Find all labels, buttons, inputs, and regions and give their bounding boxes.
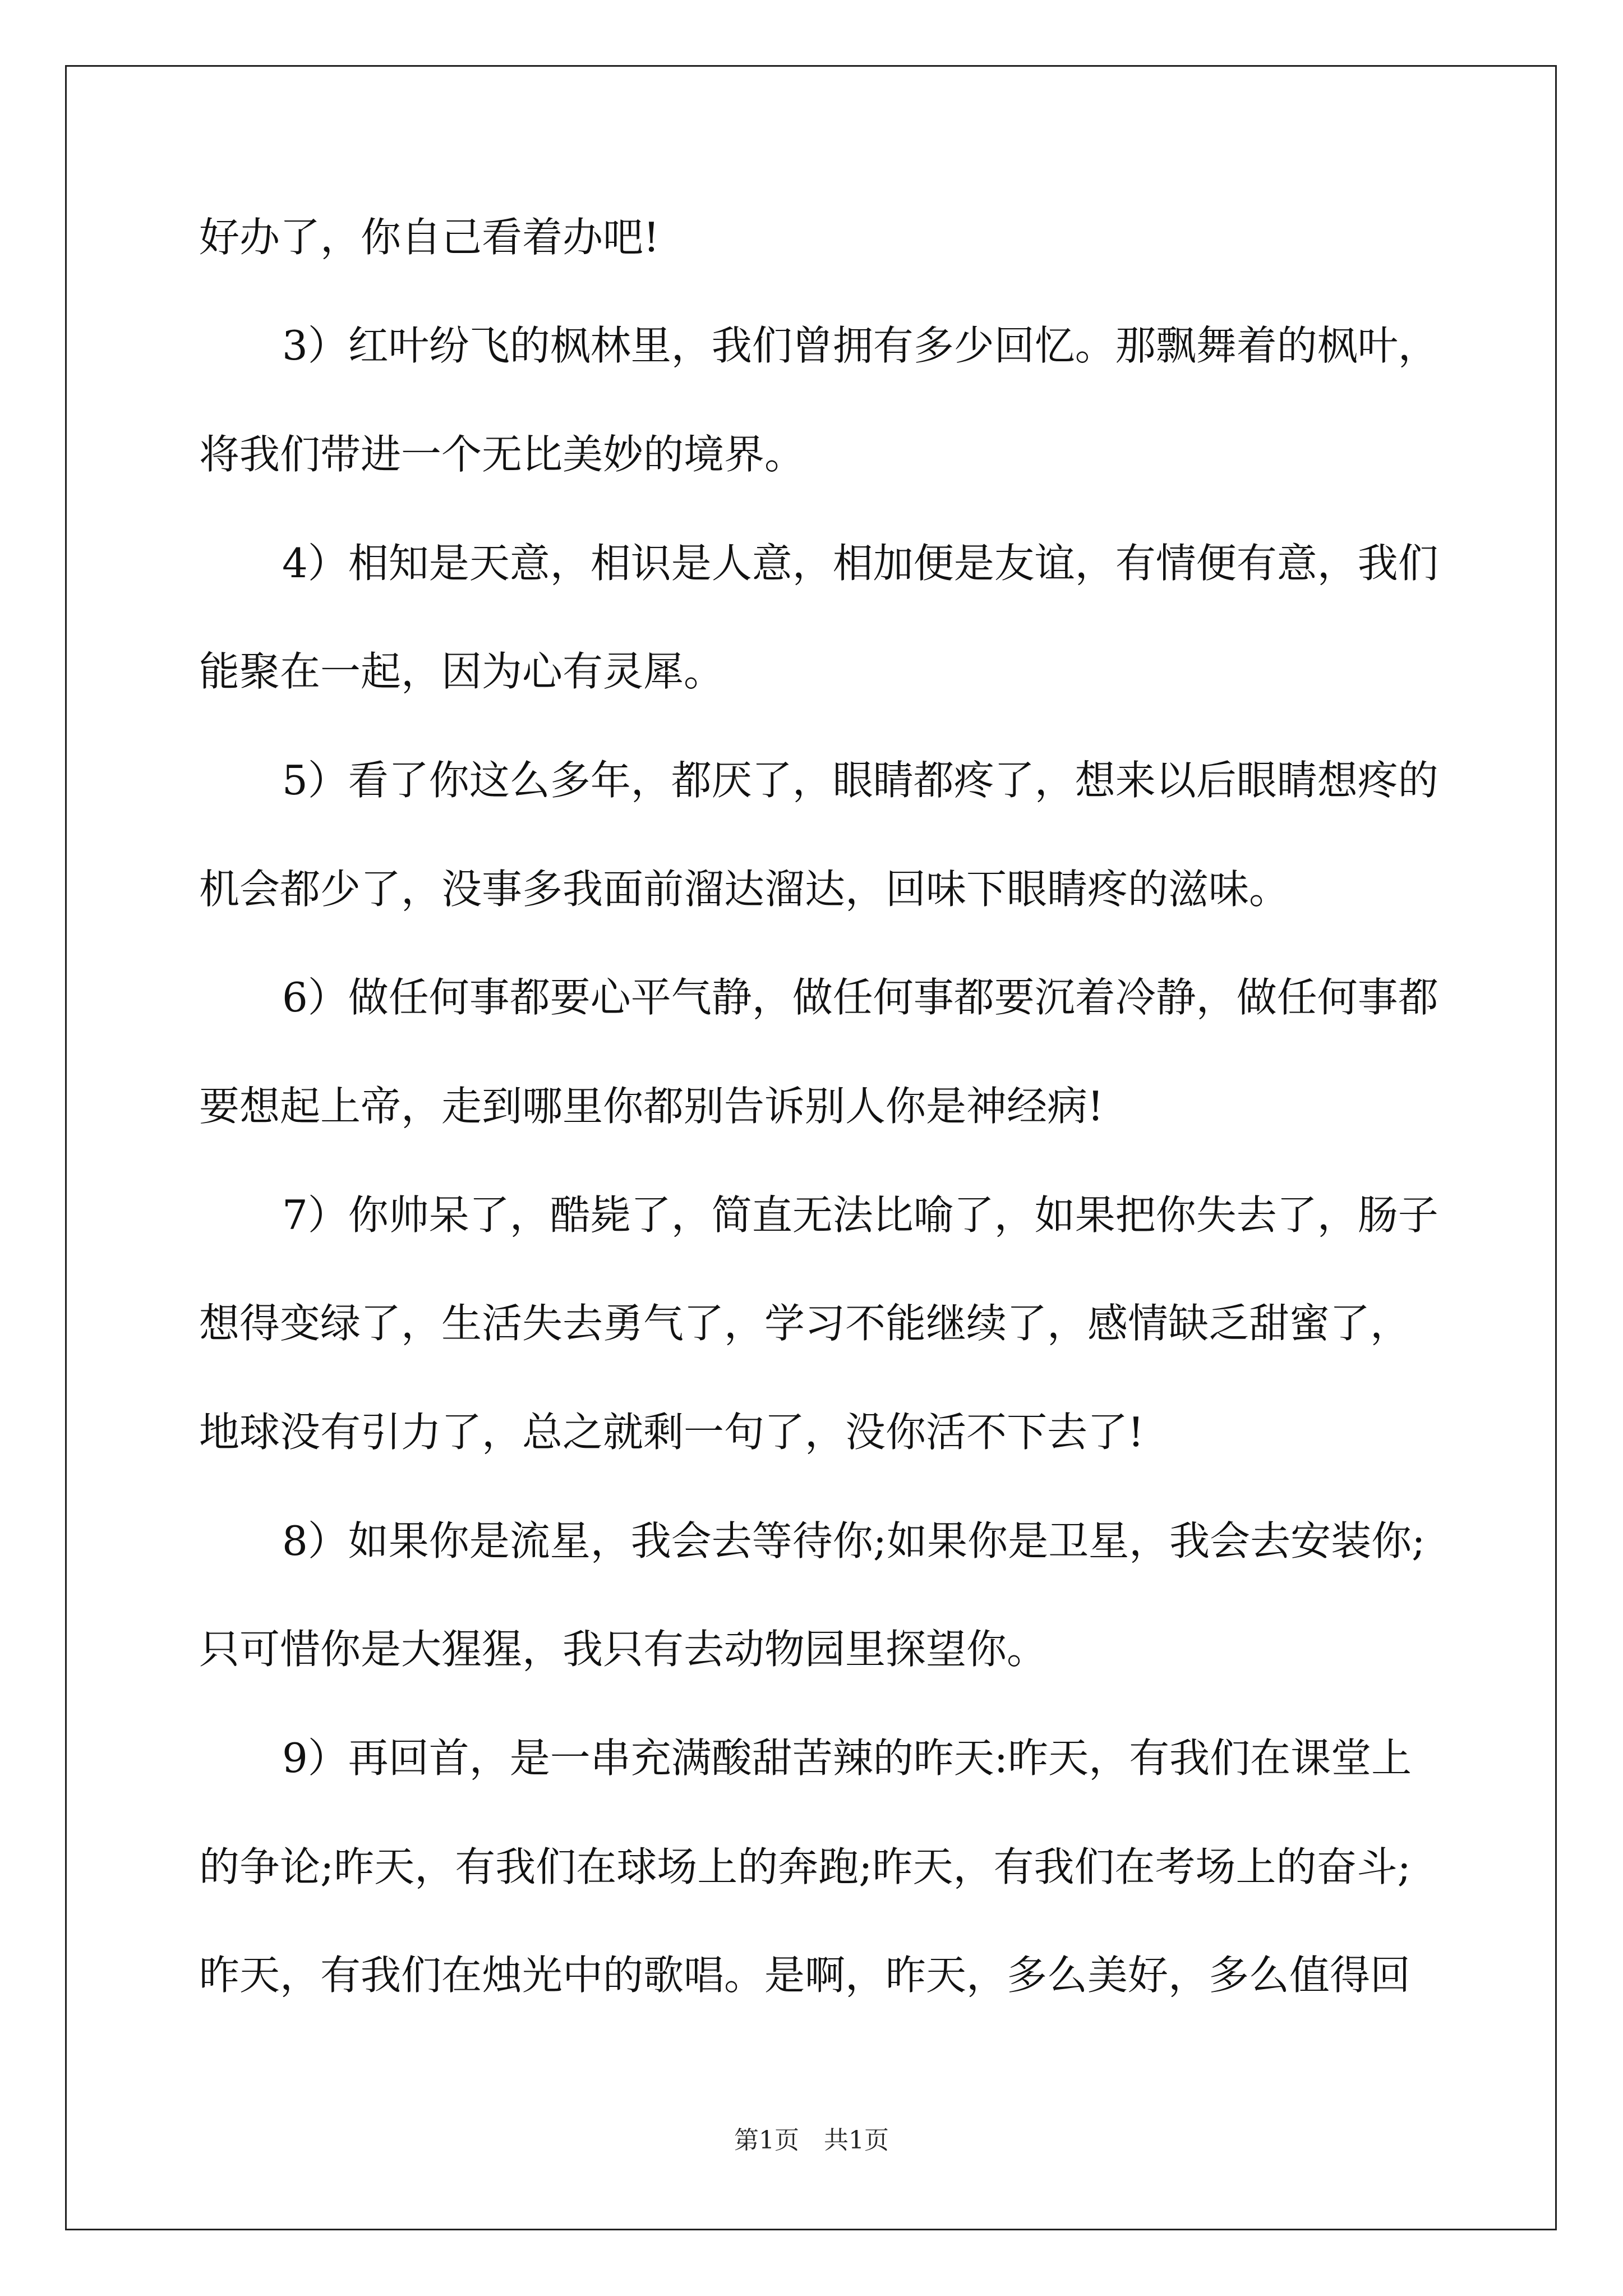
page-number-footer: 第1页 共1页: [734, 2126, 889, 2155]
text-line: 将我们带进一个无比美妙的境界。: [199, 431, 805, 478]
text-line: 9）再回首，是一串充满酸甜苦辣的昨天:昨天，有我们在课堂上: [282, 1734, 1412, 1782]
text-line: 6）做任何事都要心平气静，做任何事都要沉着冷静，做任何事都: [282, 974, 1438, 1021]
text-line: 只可惜你是大猩猩，我只有去动物园里探望你。: [199, 1626, 1048, 1673]
page-border: [65, 65, 1557, 2230]
text-line: 机会都少了，没事多我面前溜达溜达，回味下眼睛疼的滋味。: [199, 866, 1290, 913]
text-line: 3）红叶纷飞的枫林里，我们曾拥有多少回忆。那飘舞着的枫叶，: [282, 322, 1438, 369]
text-line: 昨天，有我们在烛光中的歌唱。是啊，昨天，多么美好，多么值得回: [199, 1952, 1411, 1999]
text-line: 能聚在一起，因为心有灵犀。: [199, 648, 725, 695]
text-line: 要想起上帝，走到哪里你都别告诉别人你是神经病!: [199, 1083, 1104, 1130]
text-line: 8）如果你是流星，我会去等待你;如果你是卫星，我会去安装你;: [282, 1517, 1426, 1565]
text-line: 7）你帅呆了，酷毙了，简直无法比喻了，如果把你失去了，肠子: [282, 1191, 1438, 1239]
text-line: 好办了，你自己看着办吧!: [199, 214, 660, 261]
text-line: 地球没有引力了，总之就剩一句了，没你活不下去了!: [199, 1409, 1144, 1456]
text-line: 的争论;昨天，有我们在球场上的奔跑;昨天，有我们在考场上的奋斗;: [199, 1843, 1411, 1890]
text-line: 4）相知是天意，相识是人意，相加便是友谊，有情便有意，我们: [282, 540, 1438, 587]
text-line: 5）看了你这么多年，都厌了，眼睛都疼了，想来以后眼睛想疼的: [282, 757, 1438, 804]
text-line: 想得变绿了，生活失去勇气了，学习不能继续了，感情缺乏甜蜜了，: [199, 1300, 1411, 1347]
